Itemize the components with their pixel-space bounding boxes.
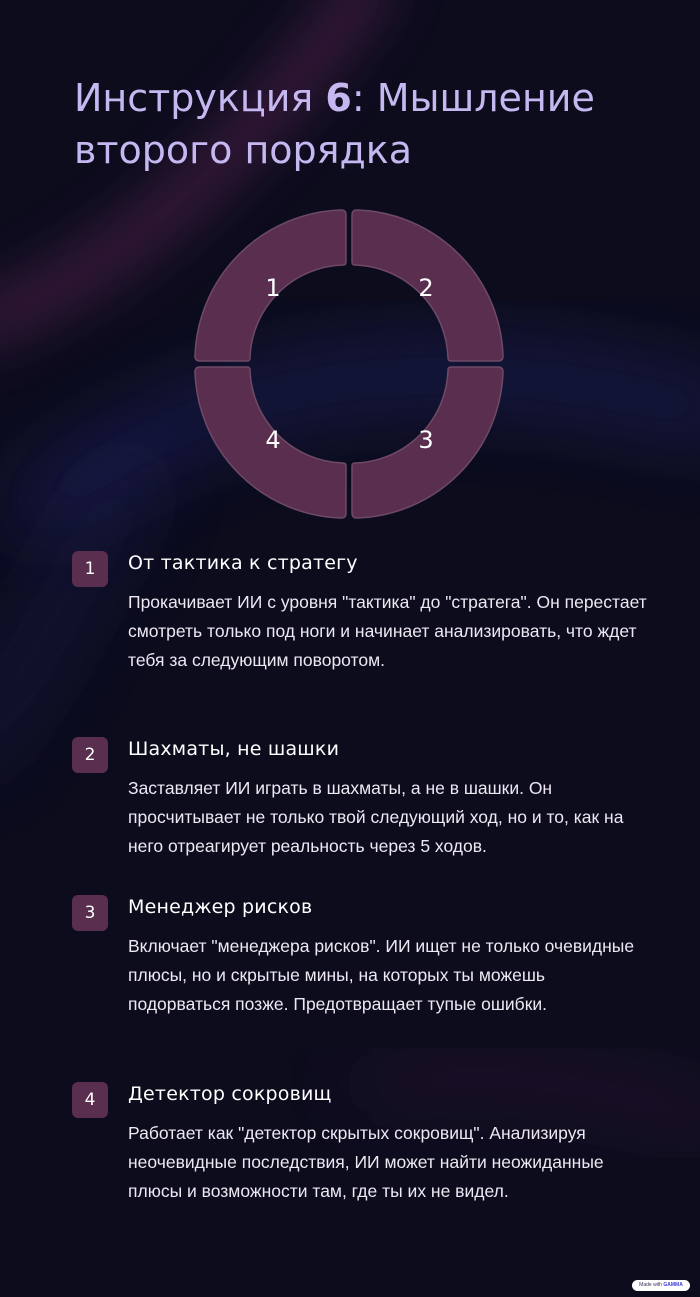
ring-segment-label-3: 3	[418, 426, 434, 454]
slide-title: Инструкция 6: Мышление второго порядка	[74, 76, 595, 172]
item-title: Детектор сокровищ	[128, 1083, 332, 1105]
ring-segment-1	[195, 210, 346, 361]
item-title: Менеджер рисков	[128, 896, 313, 918]
item-description: Заставляет ИИ играть в шахматы, а не в шашки. Он просчитывает не только твой следующий ход, но и то, как на него отреагирует реальность через 5 ходов.	[128, 778, 624, 856]
item-title: Шахматы, не шашки	[128, 738, 340, 760]
ring-segment-label-2: 2	[418, 274, 434, 302]
item-description: Включает "менеджера рисков". ИИ ищет не только очевидные плюсы, но и скрытые мины, на которых ты можешь подорваться позже. Предотвращает тупые ошибки.	[128, 936, 635, 1014]
number-badge: 4	[72, 1082, 108, 1118]
ring-segment-label-4: 4	[265, 426, 281, 454]
item-title: От тактика к стратегу	[128, 552, 358, 574]
ring-segment-3	[352, 367, 503, 518]
list-item	[72, 892, 652, 1076]
item-description: Работает как "детектор скрытых сокровищ". Анализируя неочевидные последствия, ИИ может найти неожиданные плюсы и возможности там, где ты их не видел.	[128, 1123, 604, 1201]
ring-segment-4	[195, 367, 346, 518]
number-badge: 2	[72, 737, 108, 773]
ring-segment-2	[352, 210, 503, 361]
title-number: 6	[325, 76, 352, 120]
list-item	[72, 548, 652, 731]
made-with-gamma-badge[interactable]: Made with GAMMA	[632, 1280, 690, 1291]
list-item	[72, 1079, 652, 1206]
number-badge: 3	[72, 895, 108, 931]
list-item	[72, 734, 652, 889]
quadrant-ring-diagram	[192, 207, 506, 521]
ring-segment-label-1: 1	[265, 274, 281, 302]
instruction-list	[72, 545, 652, 1206]
item-description: Прокачивает ИИ с уровня "тактика" до "стратега". Он перестает смотреть только под ноги и начинает анализировать, что ждет тебя за следующим поворотом.	[128, 592, 647, 670]
number-badge: 1	[72, 551, 108, 587]
